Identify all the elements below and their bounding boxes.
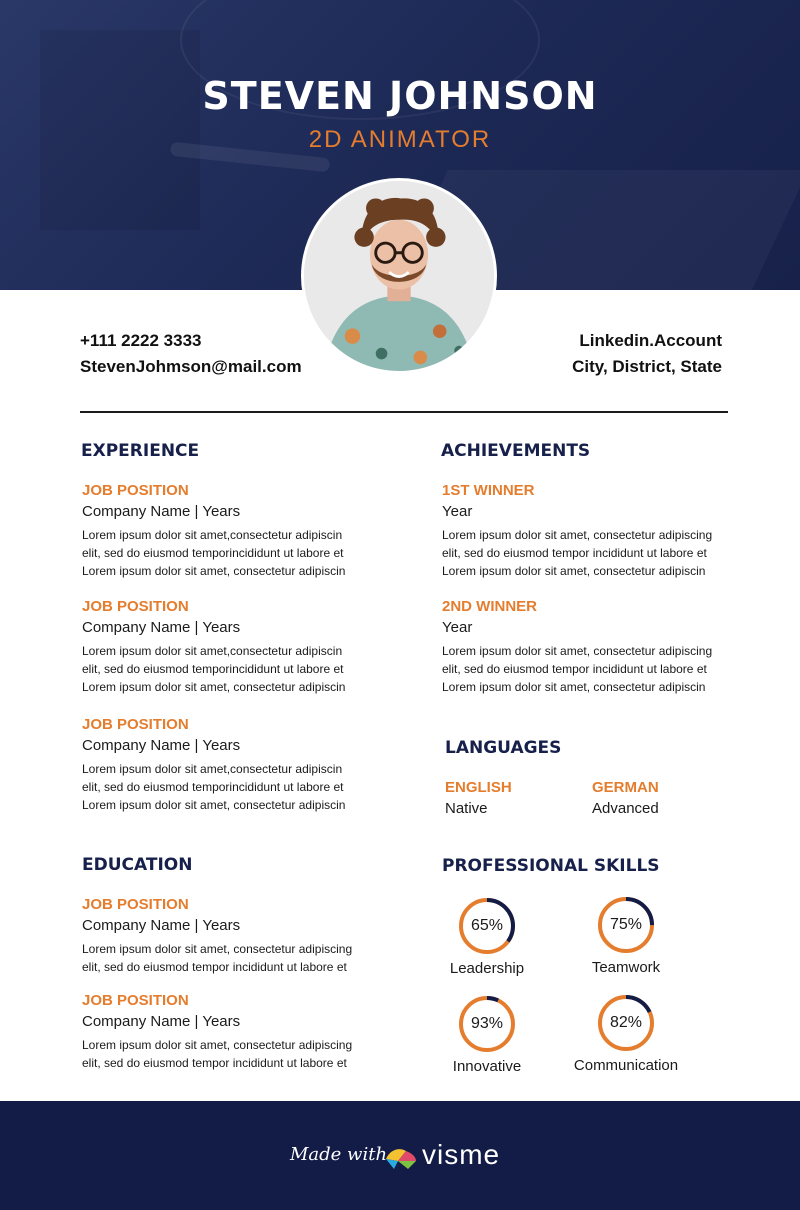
description-line: elit, sed do eiusmod temporincididunt ut labore et — [82, 662, 344, 676]
achievement-title: 1ST WINNER — [442, 482, 535, 499]
description-line: elit, sed do eiusmod tempor incididunt ut labore et — [82, 960, 347, 974]
made-with-text: Made with — [290, 1144, 388, 1165]
experience-item — [82, 597, 402, 696]
skill-label: Innovative — [452, 1058, 522, 1075]
description-line: elit, sed do eiusmod temporincididunt ut labore et — [82, 780, 344, 794]
person-portrait-icon — [304, 181, 494, 371]
skill-item — [551, 993, 701, 1074]
visme-brand: visme — [422, 1139, 501, 1170]
company-years: Company Name | Years — [82, 737, 241, 754]
company-years: Company Name | Years — [82, 619, 241, 636]
skill-percent: 82% — [609, 1014, 643, 1031]
skill-label: Teamwork — [591, 959, 661, 976]
description-line: Lorem ipsum dolor sit amet,consectetur adipiscin — [82, 762, 343, 776]
achievement-year: Year — [442, 503, 473, 520]
description-line: Lorem ipsum dolor sit amet,consectetur adipiscin — [82, 528, 343, 542]
company-years: Company Name | Years — [82, 1013, 241, 1030]
job-position: JOB POSITION — [82, 896, 189, 913]
experience-item — [82, 715, 402, 814]
divider — [80, 411, 728, 413]
skill-percent: 75% — [609, 916, 643, 933]
skill-item — [551, 895, 701, 976]
description-line: Lorem ipsum dolor sit amet, consectetur adipiscin — [442, 564, 706, 578]
achievement-year: Year — [442, 619, 473, 636]
phone-number: +111 2222 3333 — [80, 331, 202, 350]
email-address: StevenJohmson@mail.com — [80, 357, 302, 376]
description-line: Lorem ipsum dolor sit amet, consectetur adipiscing — [82, 942, 353, 956]
language-item — [592, 778, 659, 823]
education-item — [82, 895, 402, 976]
visme-logo-icon — [384, 1145, 418, 1171]
contact-right — [572, 328, 722, 380]
skill-label: Leadership — [449, 960, 525, 977]
skill-percent: 65% — [470, 917, 504, 934]
achievement-item — [442, 597, 742, 696]
description-line: Lorem ipsum dolor sit amet, consectetur adipiscin — [82, 798, 346, 812]
job-title: 2D ANIMATOR — [308, 126, 492, 153]
job-position: JOB POSITION — [82, 598, 189, 615]
experience-item — [82, 481, 402, 580]
description-line: elit, sed do eiusmod tempor incididunt ut labore et — [82, 1056, 347, 1070]
education-item — [82, 991, 402, 1072]
skills-heading: PROFESSIONAL SKILLS — [442, 856, 660, 876]
location: City, District, State — [572, 357, 722, 376]
skill-ring — [457, 994, 517, 1054]
language-level: Advanced — [592, 800, 659, 817]
skill-ring — [596, 895, 656, 955]
description-line: elit, sed do eiusmod tempor incididunt ut labore et — [442, 662, 707, 676]
skill-label: Communication — [573, 1057, 679, 1074]
profile-photo — [301, 178, 497, 374]
description-line: elit, sed do eiusmod temporincididunt ut labore et — [82, 546, 344, 560]
language-name: GERMAN — [592, 779, 659, 796]
description-line: Lorem ipsum dolor sit amet, consectetur adipiscing — [82, 1038, 353, 1052]
language-name: ENGLISH — [445, 779, 512, 796]
skill-percent: 93% — [470, 1015, 504, 1032]
experience-heading: EXPERIENCE — [81, 441, 200, 461]
description-line: elit, sed do eiusmod tempor incididunt ut labore et — [442, 546, 707, 560]
skill-item — [412, 994, 562, 1075]
achievement-item — [442, 481, 742, 580]
linkedin-account: Linkedin.Account — [579, 331, 722, 350]
description-line: Lorem ipsum dolor sit amet, consectetur adipiscin — [82, 564, 346, 578]
candidate-name: STEVEN JOHNSON — [202, 74, 598, 118]
job-position: JOB POSITION — [82, 716, 189, 733]
description-line: Lorem ipsum dolor sit amet,consectetur adipiscin — [82, 644, 343, 658]
description-line: Lorem ipsum dolor sit amet, consectetur adipiscin — [82, 680, 346, 694]
language-level: Native — [445, 800, 488, 817]
languages-heading: LANGUAGES — [445, 738, 562, 758]
skill-ring — [457, 896, 517, 956]
job-position: JOB POSITION — [82, 482, 189, 499]
description-line: Lorem ipsum dolor sit amet, consectetur adipiscin — [442, 680, 706, 694]
description-line: Lorem ipsum dolor sit amet, consectetur adipiscing — [442, 528, 713, 542]
footer — [0, 1101, 800, 1210]
achievement-title: 2ND WINNER — [442, 598, 538, 615]
education-heading: EDUCATION — [82, 855, 193, 875]
achievements-heading: ACHIEVEMENTS — [441, 441, 591, 461]
skill-item — [412, 896, 562, 977]
job-position: JOB POSITION — [82, 992, 189, 1009]
language-item — [445, 778, 512, 823]
company-years: Company Name | Years — [82, 503, 241, 520]
contact-left — [80, 328, 302, 380]
company-years: Company Name | Years — [82, 917, 241, 934]
description-line: Lorem ipsum dolor sit amet, consectetur adipiscing — [442, 644, 713, 658]
skill-ring — [596, 993, 656, 1053]
